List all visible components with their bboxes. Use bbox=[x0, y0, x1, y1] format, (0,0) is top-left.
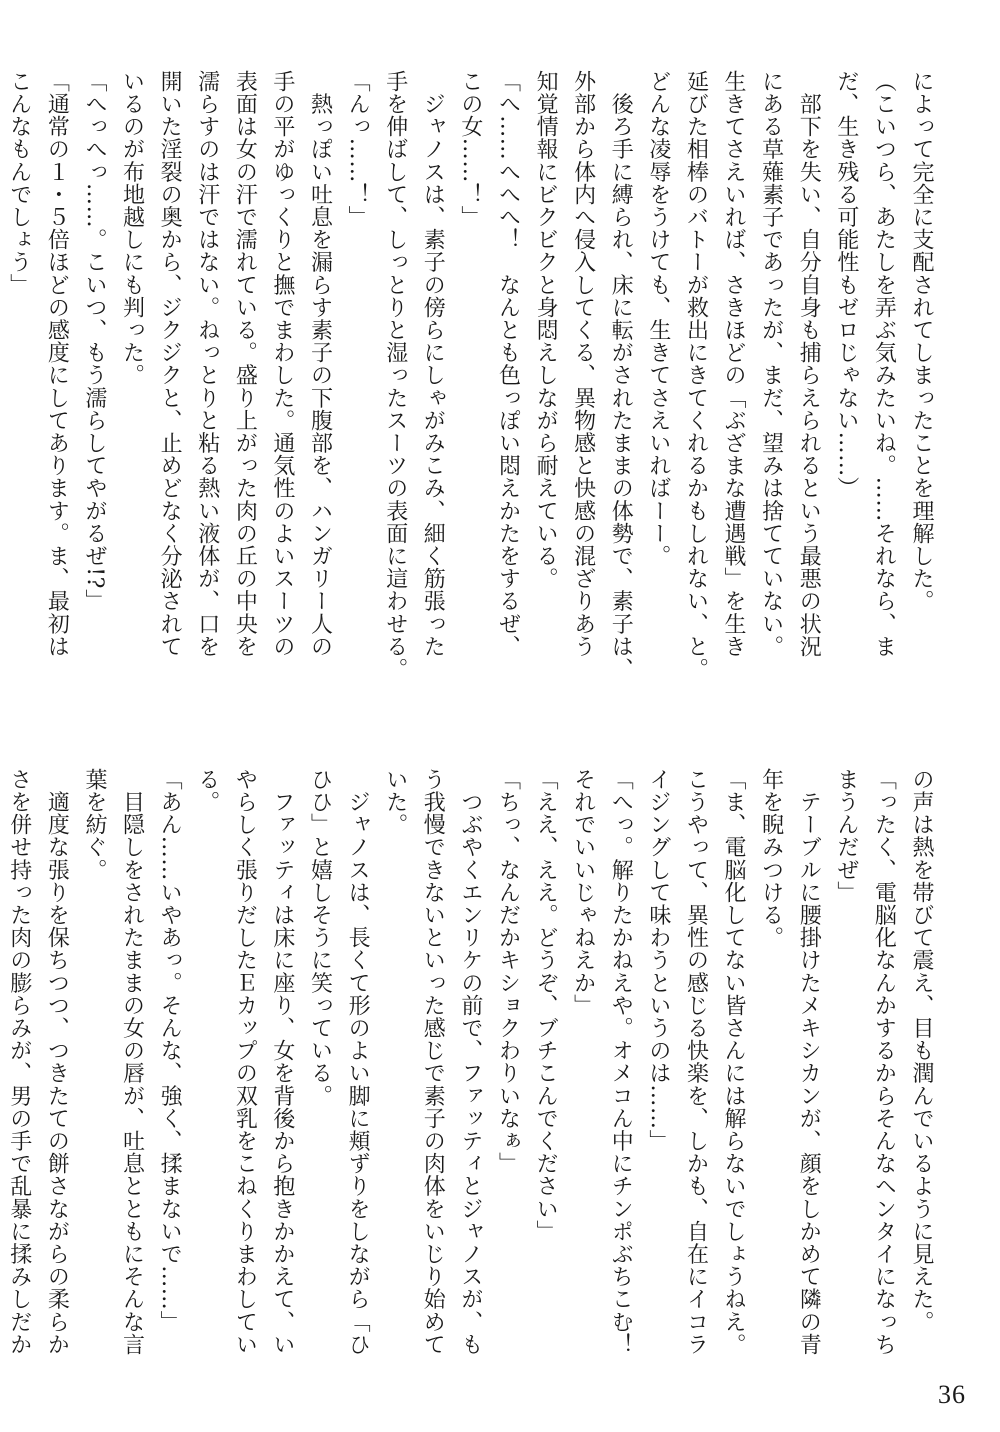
text-line: 「通常の１・５倍ほどの感度にしてあります。ま、最初は bbox=[44, 70, 70, 658]
text-line: 手を伸ばして、しっとりと湿ったスーツの表面に這わせる。 bbox=[382, 70, 408, 681]
text-line: 熱っぽい吐息を漏らす素子の下腹部を、ハンガリー人の bbox=[307, 70, 333, 658]
text-line: 手の平がゆっくりと撫でまわした。通気性のよいスーツの bbox=[269, 70, 295, 658]
text-line: の声は熱を帯びて震え、目も潤んでいるように見えた。 bbox=[909, 768, 934, 1333]
text-line: 知覚情報にビクビクと身悶えしながら耐えている。 bbox=[533, 70, 559, 590]
text-line: ジャノスは、素子の傍らにしゃがみこみ、細く筋張った bbox=[420, 70, 446, 658]
text-line: こんなもんでしょう」 bbox=[6, 70, 32, 296]
text-line: 濡らすのは汗ではない。ねっとりと粘る熱い液体が、口を bbox=[194, 70, 220, 658]
text-line: まうんだぜ」 bbox=[833, 768, 859, 904]
text-line: 部下を失い、自分自身も捕らえられるという最悪の状況 bbox=[796, 70, 822, 658]
text-line: 目隠しをされたままの女の唇が、吐息とともにそんな言 bbox=[119, 768, 145, 1356]
text-line: 「ちっ、なんだかキショクわりいなぁ」 bbox=[495, 768, 521, 1175]
text-line: どんな凌辱をうけても、生きてさえいればーー。 bbox=[645, 70, 671, 568]
text-line: 表面は女の汗で濡れている。盛り上がった肉の丘の中央を bbox=[232, 70, 258, 658]
text-line: 「へっ。解りたかねえや。オメコん中にチンポぶちこむ！ bbox=[608, 768, 634, 1356]
text-line: 「あん……いやあっ。そんな、強く、揉まないで……」 bbox=[157, 768, 183, 1333]
text-line: こうやって、異性の感じる快楽を、しかも、自在にイコラ bbox=[683, 768, 709, 1356]
text-line: やらしく張りだしたＥカップの双乳をこねくりまわしてい bbox=[232, 768, 258, 1356]
text-line: 「んっ……！」 bbox=[345, 70, 371, 229]
page-number: 36 bbox=[938, 1380, 966, 1409]
text-line: 「ええ、ええ。どうぞ、ブチこんでください」 bbox=[533, 768, 559, 1243]
text-line: だ、生き残る可能性もゼロじゃない……） bbox=[833, 70, 859, 500]
text-line: によって完全に支配されてしまったことを理解した。 bbox=[909, 70, 934, 613]
text-line: テーブルに腰掛けたメキシカンが、顔をしかめて隣の青 bbox=[796, 768, 822, 1356]
text-line: いた。 bbox=[382, 768, 408, 836]
text-line: 葉を紡ぐ。 bbox=[81, 768, 107, 881]
text-line: イジングして味わうというのは……」 bbox=[645, 768, 671, 1153]
text-line: 「ま、電脳化してない皆さんには解らないでしょうねえ。 bbox=[721, 768, 747, 1356]
text-line: さを併せ持った肉の膨らみが、男の手で乱暴に揉みしだか bbox=[6, 768, 32, 1356]
text-line: 外部から体内へ侵入してくる、異物感と快感の混ざりあう bbox=[570, 70, 596, 658]
text-line: 後ろ手に縛られ、床に転がされたままの体勢で、素子は、 bbox=[608, 70, 634, 681]
text-line: 開いた淫裂の奥から、ジクジクと、止めどなく分泌されて bbox=[157, 70, 183, 658]
text-line: ファッティは床に座り、女を背後から抱きかかえて、い bbox=[269, 768, 295, 1356]
text-block-top bbox=[6, 70, 940, 690]
text-line: 「ったく、電脳化なんかするからそんなヘンタイになっち bbox=[871, 768, 897, 1356]
text-line: 年を睨みつける。 bbox=[758, 768, 784, 949]
text-line: つぶやくエンリケの前で、ファッティとジャノスが、も bbox=[457, 768, 483, 1356]
text-line: う我慢できないといった感じで素子の肉体をいじり始めて bbox=[420, 768, 446, 1356]
text-line: ジャノスは、長くて形のよい脚に頬ずりをしながら「ひ bbox=[345, 768, 371, 1356]
text-line: 「へ……へへへ！ なんとも色っぽい悶えかたをするぜ、 bbox=[495, 70, 521, 658]
text-line: 適度な張りを保ちつつ、つきたての餅さながらの柔らか bbox=[44, 768, 70, 1356]
text-line: いるのが布地越しにも判った。 bbox=[119, 70, 145, 387]
text-line: 延びた相棒のバトーが救出にきてくれるかもしれない、と。 bbox=[683, 70, 709, 681]
text-line: にある草薙素子であったが、まだ、望みは捨てていない。 bbox=[758, 70, 784, 658]
text-line: 「へっへっ……。こいつ、もう濡らしてやがるぜ!?」 bbox=[81, 70, 107, 612]
text-line: 生きてさえいれば、さきほどの「ぶざまな遭遇戦」を生き bbox=[721, 70, 747, 658]
text-line: る。 bbox=[194, 768, 220, 814]
text-line: それでいいじゃねえか」 bbox=[570, 768, 596, 1017]
text-line: ひひ」と嬉しそうに笑っている。 bbox=[307, 768, 333, 1107]
text-line: （こいつら、あたしを弄ぶ気みたいね。……それなら、ま bbox=[871, 70, 897, 658]
text-line: この女……！」 bbox=[457, 70, 483, 229]
text-block-bottom bbox=[6, 768, 940, 1388]
